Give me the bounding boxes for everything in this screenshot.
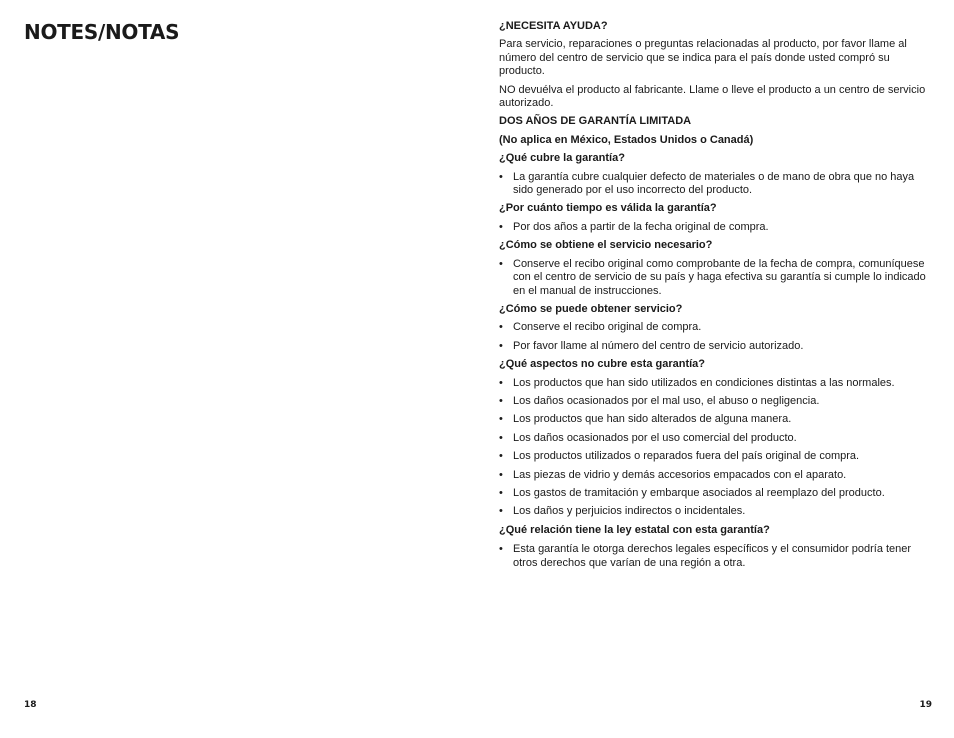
list-item-text: Los daños ocasionados por el mal uso, el abuso o negligencia. — [513, 394, 820, 407]
list-item — [499, 340, 933, 353]
bullet-icon: • — [499, 505, 503, 518]
bullet-icon: • — [499, 468, 503, 481]
right-page — [477, 0, 954, 738]
bullet-list — [499, 221, 933, 234]
bullet-icon: • — [499, 486, 503, 499]
bullet-icon: • — [499, 543, 503, 556]
bullet-list — [499, 377, 933, 519]
list-item — [499, 432, 933, 445]
bullet-icon: • — [499, 450, 503, 463]
list-item-text: Los daños y perjuicios indirectos o incidentales. — [513, 505, 746, 518]
list-item — [499, 395, 933, 408]
list-item — [499, 171, 933, 198]
help-heading: ¿NECESITA AYUDA? — [499, 20, 608, 32]
warranty-content — [499, 20, 933, 575]
list-item — [499, 543, 933, 570]
bullet-icon: • — [499, 431, 503, 444]
help-paragraph: NO devuélva el producto al fabricante. Llame o lleve el producto a un centro de servicio autorizado. — [499, 83, 926, 110]
bullet-icon: • — [499, 413, 503, 426]
list-item — [499, 450, 933, 463]
list-item — [499, 505, 933, 518]
section-question: ¿Qué cubre la garantía? — [499, 152, 625, 165]
list-item — [499, 221, 933, 234]
list-item-text: Los daños ocasionados por el uso comercial del producto. — [513, 431, 797, 444]
list-item-text: La garantía cubre cualquier defecto de materiales o de mano de obra que no haya sido generado por el uso incorrecto del producto. — [513, 170, 915, 197]
bullet-icon: • — [499, 170, 503, 183]
section-question: ¿Cómo se puede obtener servicio? — [499, 302, 683, 315]
list-item-text: Los productos utilizados o reparados fuera del país original de compra. — [513, 450, 860, 463]
bullet-icon: • — [499, 394, 503, 407]
section-question: ¿Qué relación tiene la ley estatal con esta garantía? — [499, 523, 770, 536]
list-item — [499, 258, 933, 298]
list-item-text: Los gastos de tramitación y embarque asociados al reemplazo del producto. — [513, 486, 885, 499]
list-item-text: Por dos años a partir de la fecha original de compra. — [513, 220, 769, 233]
section-question: ¿Qué aspectos no cubre esta garantía? — [499, 358, 706, 371]
list-item — [499, 377, 933, 390]
list-item-text: Conserve el recibo original como comprobante de la fecha de compra, comuníquese con el centro de servicio de su país y haga efectiva su garantía si cumple lo indicado en el manual de instrucciones. — [513, 257, 926, 297]
bullet-icon: • — [499, 376, 503, 389]
bullet-list — [499, 321, 933, 353]
bullet-list — [499, 171, 933, 198]
list-item-text: Los productos que han sido alterados de alguna manera. — [513, 413, 792, 426]
bullet-list — [499, 543, 933, 570]
section-question: ¿Cómo se obtiene el servicio necesario? — [499, 239, 713, 252]
warranty-heading: DOS AÑOS DE GARANTÍA LIMITADA — [499, 115, 692, 128]
list-item — [499, 321, 933, 334]
bullet-icon: • — [499, 220, 503, 233]
bullet-icon: • — [499, 257, 503, 270]
page-number-right: 19 — [919, 700, 932, 710]
list-item — [499, 413, 933, 426]
help-paragraph: Para servicio, reparaciones o preguntas relacionadas al producto, por favor llame al número del centro de servicio que se indica para el país donde usted compró su producto. — [499, 38, 907, 78]
list-item-text: Esta garantía le otorga derechos legales específicos y el consumidor podría tener otros derechos que varían de una región a otra. — [513, 543, 912, 569]
bullet-icon: • — [499, 321, 503, 334]
notes-title: NOTES/NOTAS — [24, 20, 180, 44]
bullet-icon: • — [499, 339, 503, 352]
list-item-text: Conserve el recibo original de compra. — [513, 321, 702, 334]
warranty-note: (No aplica en México, Estados Unidos o Canadá) — [499, 133, 754, 146]
bullet-list — [499, 258, 933, 298]
list-item — [499, 469, 933, 482]
list-item-text: Las piezas de vidrio y demás accesorios empacados con el aparato. — [513, 468, 847, 481]
section-question: ¿Por cuánto tiempo es válida la garantía? — [499, 202, 717, 215]
list-item-text: Por favor llame al número del centro de servicio autorizado. — [513, 339, 804, 352]
list-item — [499, 487, 933, 500]
list-item-text: Los productos que han sido utilizados en condiciones distintas a las normales. — [513, 376, 895, 389]
page-number-left: 18 — [24, 700, 37, 710]
